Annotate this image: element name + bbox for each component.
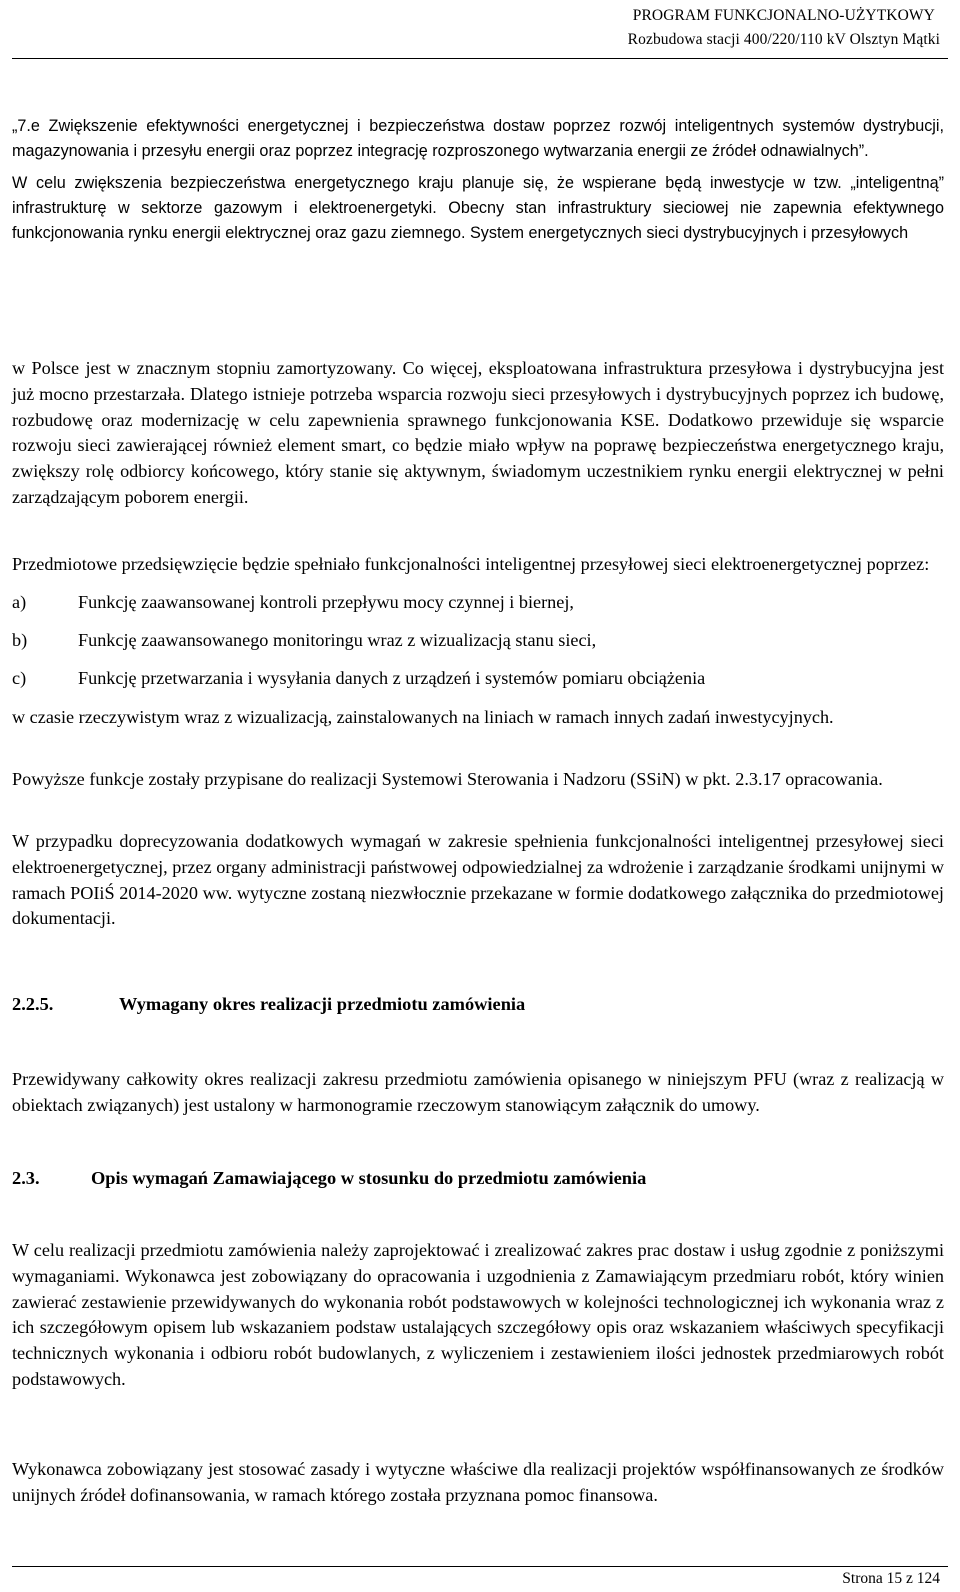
body-paragraph-1: w Polsce jest w znacznym stopniu zamortyzowany. Co więcej, eksploatowana infrastruktura przesyłowa i dystrybucyjna jest już mocno przestarzała. Dlatego istnieje potrzeba wsparcia rozwoju sieci przesyłowych i dystrybucyjnych poprzez ich budowę, rozbudowę oraz modernizację w celu zapewnienia sprawnego funkcjonowania KSE. Dodatkowo przewiduje się wsparcie rozwoju sieci zawierającej również element smart, co będzie miało wpływ na poprawę bezpieczeństwa energetycznego kraju, zwiększy rolę odbiorcy końcowego, który stanie się aktywnym, świadomym uczestnikiem rynku energii elektrycznej w pełni zarządzającym poborem energii. [12, 358, 944, 507]
list-marker: c) [12, 668, 27, 688]
list-marker: a) [12, 592, 27, 612]
body-paragraph-8: Wykonawca zobowiązany jest stosować zasady i wytyczne właściwe dla realizacji projektów współfinansowanych ze środków unijnych źródeł dofinansowania, w ramach którego została przyznana pomoc finansowa. [12, 1459, 944, 1505]
list-text: Funkcję zaawansowanej kontroli przepływu mocy czynnej i biernej, [78, 592, 574, 612]
list-item-a [12, 589, 574, 615]
section-title: Opis wymagań Zamawiającego w stosunku do przedmiotu zamówienia [91, 1168, 647, 1188]
section-title: Wymagany okres realizacji przedmiotu zamówienia [119, 994, 526, 1014]
list-item-c [12, 665, 705, 691]
header-divider [12, 58, 948, 59]
body-paragraph-4: Powyższe funkcje zostały przypisane do realizacji Systemowi Sterowania i Nadzoru (SSiN) w pkt. 2.3.17 opracowania. [12, 769, 883, 789]
body-paragraph-7: W celu realizacji przedmiotu zamówienia należy zaprojektować i zrealizować zakres prac dostaw i usług zgodnie z poniższymi wymaganiami. Wykonawca jest zobowiązany do opracowania i uzgodnienia z Zamawiającym przedmiaru robót, który winien zawierać zestawienie przewidywanych do wykonania robót podstawowych w kolejności technologicznej ich wykonania wraz z ich szczegółowym opisem lub wskazaniem podstaw ustalających szczegółowy opis oraz wskazaniem właściwych specyfikacji technicznych wykonania i odbioru robót budowlanych, z wyliczeniem i zestawieniem ilości jednostek przedmiarowych robót podstawowych. [12, 1240, 944, 1389]
list-text: Funkcję zaawansowanego monitoringu wraz z wizualizacją stanu sieci, [78, 630, 597, 650]
page-header [628, 4, 940, 52]
list-marker: b) [12, 630, 28, 650]
body-paragraph-2: Przedmiotowe przedsięwzięcie będzie spełniało funkcjonalności inteligentnej przesyłowej sieci elektroenergetycznej poprzez: [12, 554, 930, 574]
body-paragraph-6: Przewidywany całkowity okres realizacji zakresu przedmiotu zamówienia opisanego w niniejszym PFU (wraz z realizacją w obiektach związanych) jest ustalony w harmonogramie rzeczowym stanowiącym załącznik do umowy. [12, 1069, 944, 1115]
quote-paragraph-2: W celu zwiększenia bezpieczeństwa energetycznego kraju planuje się, że wspierane będą inwestycje w tzw. „inteligentną” infrastrukturę w sektorze gazowym i elektroenergetyki. Obecny stan infrastruktury sieciowej nie zapewnia efektywnego funkcjonowania rynku energii elektrycznej oraz gazu ziemnego. System energetycznych sieci dystrybucyjnych i przesyłowych [12, 174, 944, 242]
header-title: PROGRAM FUNKCJONALNO-UŻYTKOWY [632, 7, 935, 24]
section-number: 2.3. [12, 1168, 40, 1188]
body-paragraph-5: W przypadku doprecyzowania dodatkowych wymagań w zakresie spełnienia funkcjonalności inteligentnej przesyłowej sieci elektroenergetycznej, przez organy administracji państwowej odpowiedzialnej za wdrożenie i zarządzanie środkami unijnymi w ramach POIiŚ 2014-2020 ww. wytyczne zostaną niezwłocznie przekazane w formie dodatkowego załącznika do przedmiotowej dokumentacji. [12, 831, 944, 929]
quote-paragraph-1: „7.e Zwiększenie efektywności energetycznej i bezpieczeństwa dostaw poprzez rozwój inteligentnych systemów dystrybucji, magazynowania i przesyłu energii oraz poprzez integrację rozproszonego wytwarzania energii ze źródeł odnawialnych”. [12, 117, 944, 160]
section-heading-2-2-5 [12, 991, 525, 1017]
page-number: Strona 15 z 124 [842, 1570, 940, 1587]
list-text: Funkcję przetwarzania i wysyłania danych z urządzeń i systemów pomiaru obciążenia [78, 668, 706, 688]
section-number: 2.2.5. [12, 994, 54, 1014]
footer-divider [12, 1566, 948, 1567]
quote-block [12, 114, 944, 246]
list-item-b [12, 627, 596, 653]
section-heading-2-3 [12, 1165, 646, 1191]
body-paragraph-3: w czasie rzeczywistym wraz z wizualizacją, zainstalowanych na liniach w ramach innych zadań inwestycyjnych. [12, 707, 834, 727]
header-subtitle: Rozbudowa stacji 400/220/110 kV Olsztyn Mątki [627, 31, 940, 48]
